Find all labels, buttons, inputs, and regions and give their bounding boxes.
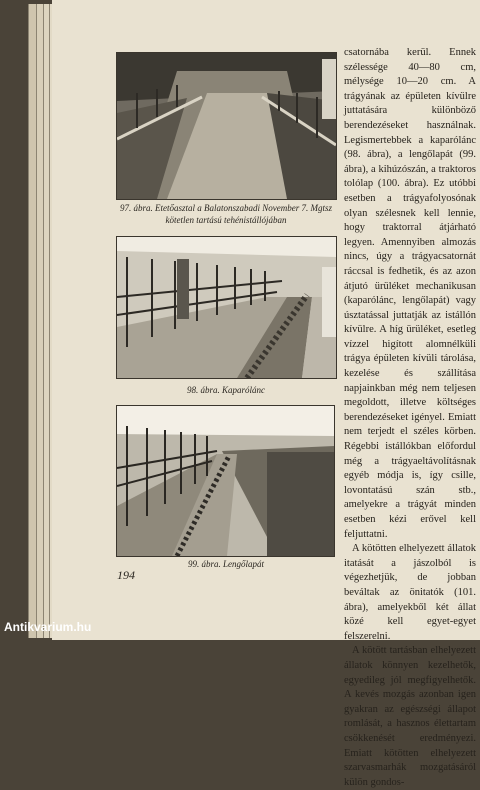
figure-97-caption-line1: 97. ábra. Etetőasztal a Balatonszabadi November 7. Mgtsz (120, 203, 332, 213)
figure-99-photo (116, 405, 335, 557)
text-column (344, 46, 476, 790)
paragraph-3: A kötött tartásban elhelyezett állatok könnyen kezelhetők, egyedileg jól megfigyelhetők. A kevés mozgás azonban igen gyakran az egészségi állapot romlását, a hasznos élettartam csökkenését eredményezi. Emiatt kötötten elhelyezett szarvasmarhák mozgatásáról külön gondos- (344, 645, 476, 788)
figure-97-caption-line2: kötetlen tartású tehénistállójában (165, 215, 287, 225)
figure-98-caption: 98. ábra. Kaparólánc (186, 385, 265, 395)
figure-97-photo (116, 52, 337, 200)
figure-97-caption (112, 202, 340, 226)
page-number: 194 (117, 568, 135, 582)
watermark: Antikvarium.hu (4, 620, 92, 634)
figure-98-photo (116, 236, 337, 379)
paragraph-2: A kötötten elhelyezett állatok itatását a jászolból is végezhetjük, de jobban beváltak az önitatók (101. ábra), amelyekből két állat közé kell egyet-egyet felszerelni. (344, 543, 476, 642)
figure-99-caption: 99. ábra. Lengőlapát (187, 559, 264, 569)
paragraph-1: csatornába kerül. Ennek szélessége 40—80 cm, mélysége 10—20 cm. A trágyának az épületen kívülre juttatására különböző berendezéseket használnak. Legismertebbek a kaparólánc (98. ábra), a lengőlapát (99. ábra), a kihúzószán, a traktoros tolólap (100. ábra). Ez utóbbi esetben a trágyafolyosónak olyan szélesnek kell lennie, hogy traktorral átjárható legyen. Amennyiben almozás nincs, úgy a trágyacsatornát ráccsal is fedhetik, és az azon átjutó ürüléket mechanikusan (kaparólánc, lengőlapát) vagy úsztatással juttatják az istállón kívülre. A híg ürüléket, esetleg vízzel higított alomnélküli trágya épületen kívüli tárolása, kezelése és szállítása napjainkban még nem teljesen megoldott, illetve költséges berendezéseket igényel. Emiatt nem terjedt el széles körben. Régebbi istállókban előfordul még a trágyaeltávolításnak egyéb módja is, így csille, lovontatású szán stb., amelyekre a trágyát minden esetben kézi erővel kell feljuttatni. (344, 47, 476, 540)
